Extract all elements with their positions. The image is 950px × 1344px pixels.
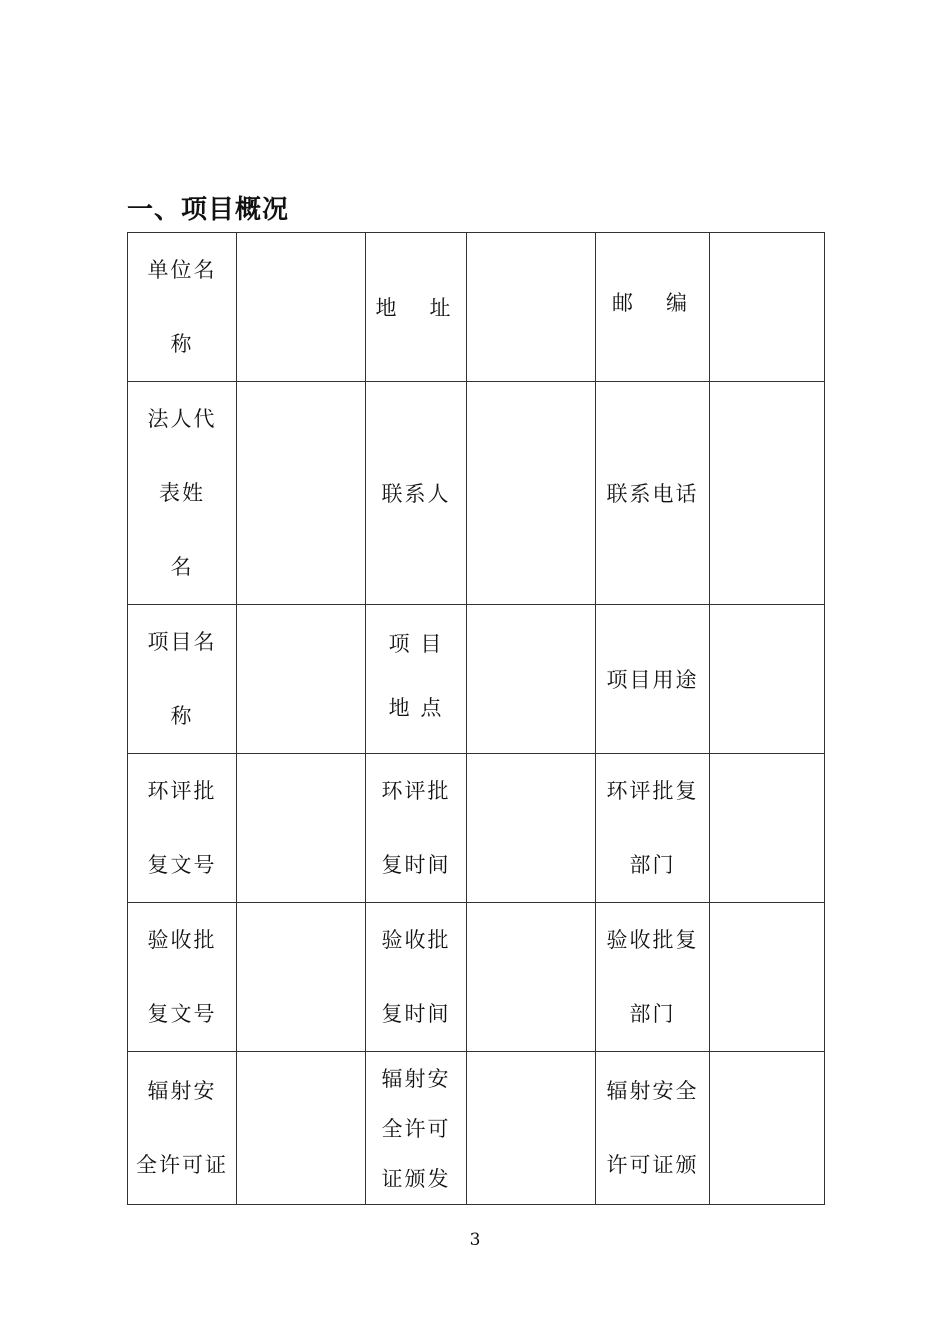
label-postcode: 邮 编 (612, 291, 693, 315)
value-cell-radiation-license[interactable] (237, 1052, 366, 1205)
value-cell-eia-approval-department[interactable] (710, 754, 825, 903)
value-cell-eia-approval-time[interactable] (467, 754, 596, 903)
label-cell (596, 1052, 710, 1205)
value-cell-project-location[interactable] (467, 605, 596, 754)
value-cell-unit-name[interactable] (237, 233, 366, 382)
label-cell (366, 903, 467, 1052)
label-contact-phone: 联系电话 (606, 482, 699, 506)
label-radiation-license: 辐射安 全许可证 (136, 1079, 228, 1177)
value-cell-eia-approval-number[interactable] (237, 754, 366, 903)
label-cell (366, 605, 467, 754)
table-row (128, 903, 825, 1052)
value-cell-legal-representative[interactable] (237, 382, 366, 605)
label-cell (128, 903, 237, 1052)
label-cell (128, 1052, 237, 1205)
label-unit-name: 单位名 称 (147, 258, 217, 356)
label-radiation-license-issue: 辐射安 全许可 证颁发 (381, 1067, 451, 1191)
label-legal-representative: 法人代 表姓 名 (147, 407, 217, 579)
label-eia-approval-number: 环评批 复文号 (147, 779, 217, 877)
label-cell (128, 233, 237, 382)
project-overview-table (127, 232, 825, 1205)
value-cell-project-purpose[interactable] (710, 605, 825, 754)
label-cell (366, 754, 467, 903)
label-contact-person: 联系人 (381, 482, 451, 506)
label-acceptance-approval-department: 验收批复 部门 (606, 928, 699, 1026)
value-cell-acceptance-approval-number[interactable] (237, 903, 366, 1052)
label-cell (596, 605, 710, 754)
label-eia-approval-department: 环评批复 部门 (606, 779, 699, 877)
label-cell (366, 233, 467, 382)
label-cell (596, 903, 710, 1052)
label-cell (128, 605, 237, 754)
label-acceptance-approval-number: 验收批 复文号 (147, 928, 217, 1026)
value-cell-acceptance-approval-time[interactable] (467, 903, 596, 1052)
label-project-location: 项 目 地 点 (388, 632, 444, 720)
table-row (128, 754, 825, 903)
table-row (128, 233, 825, 382)
label-radiation-license-issuer: 辐射安全 许可证颁 (606, 1079, 699, 1177)
table-row (128, 382, 825, 605)
value-cell-contact-person[interactable] (467, 382, 596, 605)
label-cell (596, 382, 710, 605)
section-heading: 一、项目概况 (127, 195, 290, 225)
value-cell-postcode[interactable] (710, 233, 825, 382)
label-cell (596, 754, 710, 903)
label-project-purpose: 项目用途 (606, 668, 699, 692)
label-acceptance-approval-time: 验收批 复时间 (381, 928, 451, 1026)
value-cell-project-name[interactable] (237, 605, 366, 754)
value-cell-address[interactable] (467, 233, 596, 382)
label-eia-approval-time: 环评批 复时间 (381, 779, 451, 877)
page-number: 3 (469, 1230, 481, 1250)
label-cell (596, 233, 710, 382)
label-cell (128, 754, 237, 903)
table-row (128, 1052, 825, 1205)
label-address: 地 址 (375, 296, 457, 320)
label-project-name: 项目名 称 (147, 630, 217, 728)
label-cell (366, 1052, 467, 1205)
value-cell-radiation-license-issuer[interactable] (710, 1052, 825, 1205)
value-cell-acceptance-approval-department[interactable] (710, 903, 825, 1052)
table-row (128, 605, 825, 754)
label-cell (128, 382, 237, 605)
value-cell-contact-phone[interactable] (710, 382, 825, 605)
value-cell-radiation-license-issue[interactable] (467, 1052, 596, 1205)
label-cell (366, 382, 467, 605)
